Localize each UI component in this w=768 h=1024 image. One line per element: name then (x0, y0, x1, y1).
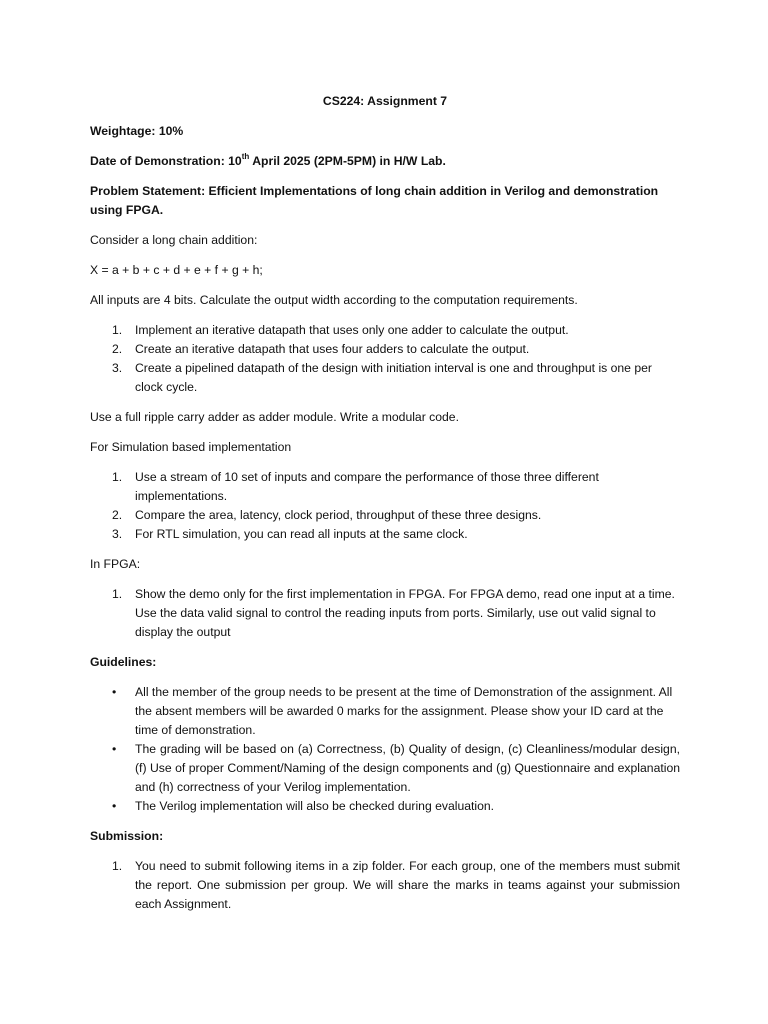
list-item-text: Use a stream of 10 set of inputs and compare the performance of those three different implementations. (135, 470, 599, 503)
inputs-note: All inputs are 4 bits. Calculate the output width according to the computation requirements. (90, 293, 578, 307)
guidelines-list (90, 683, 680, 816)
list-item (90, 506, 680, 525)
submission-heading: Submission: (90, 829, 164, 843)
list-item (90, 340, 680, 359)
list-number: 1. (112, 587, 123, 601)
list-item-text: The Verilog implementation will also be checked during evaluation. (135, 799, 495, 813)
list-number: 2. (112, 508, 123, 522)
fpga-heading: In FPGA: (90, 557, 141, 571)
list-item (90, 797, 680, 816)
list-item (90, 585, 680, 642)
list-number: 1. (112, 470, 123, 484)
list-item-text: Compare the area, latency, clock period, throughput of these three designs. (135, 508, 542, 522)
date-suffix: April 2025 (2PM-5PM) in H/W Lab. (249, 154, 446, 168)
equation: X = a + b + c + d + e + f + g + h; (90, 263, 263, 277)
date-prefix: Date of Demonstration: 10 (90, 154, 242, 168)
consider-text: Consider a long chain addition: (90, 233, 258, 247)
bullet-icon: • (112, 799, 117, 813)
weightage: Weightage: 10% (90, 124, 184, 138)
list-item-text: Create a pipelined datapath of the design with initiation interval is one and throughput is one per clock cycle. (135, 361, 652, 394)
list-item-text: For RTL simulation, you can read all inputs at the same clock. (135, 527, 468, 541)
date-superscript: th (241, 151, 250, 161)
list-item (90, 857, 680, 914)
list-item-text: You need to submit following items in a zip folder. For each group, one of the members must submit the report. One submission per group. We will share the marks in teams against your submission each Assignment. (135, 859, 680, 911)
list-number: 3. (112, 361, 123, 375)
simulation-heading: For Simulation based implementation (90, 440, 292, 454)
adder-note: Use a full ripple carry adder as adder module. Write a modular code. (90, 410, 459, 424)
bullet-icon: • (112, 742, 117, 756)
list-item-text: Implement an iterative datapath that uses only one adder to calculate the output. (135, 323, 569, 337)
list-item (90, 683, 680, 740)
bullet-icon: • (112, 685, 117, 699)
simulation-list (90, 468, 680, 544)
list-number: 1. (112, 859, 123, 873)
page-title: CS224: Assignment 7 (322, 94, 448, 108)
demonstration-date (90, 152, 680, 171)
list-number: 1. (112, 323, 123, 337)
fpga-list (90, 585, 680, 642)
list-item-text: Show the demo only for the first implementation in FPGA. For FPGA demo, read one input at a time. Use the data valid signal to control the reading inputs from ports. Similarly, use out valid signal to display the output (135, 587, 675, 639)
problem-statement: Problem Statement: Efficient Implementations of long chain addition in Verilog and demonstration using FPGA. (90, 184, 659, 217)
document-body (90, 92, 680, 925)
list-item (90, 740, 680, 797)
list-item-text: Create an iterative datapath that uses four adders to calculate the output. (135, 342, 530, 356)
list-item-text: All the member of the group needs to be present at the time of Demonstration of the assignment. All the absent members will be awarded 0 marks for the assignment. Please show your ID card at the time of demonstration. (135, 685, 673, 737)
list-item (90, 525, 680, 544)
task-list (90, 321, 680, 397)
guidelines-heading: Guidelines: (90, 655, 157, 669)
list-item (90, 359, 680, 397)
list-number: 2. (112, 342, 123, 356)
list-item (90, 321, 680, 340)
list-item (90, 468, 680, 506)
list-number: 3. (112, 527, 123, 541)
list-item-text: The grading will be based on (a) Correctness, (b) Quality of design, (c) Cleanliness/modular design, (f) Use of proper Comment/Naming of the design components and (g) Questionnaire and explanation and (h) correctness of your Verilog implementation. (135, 742, 680, 794)
submission-list (90, 857, 680, 914)
